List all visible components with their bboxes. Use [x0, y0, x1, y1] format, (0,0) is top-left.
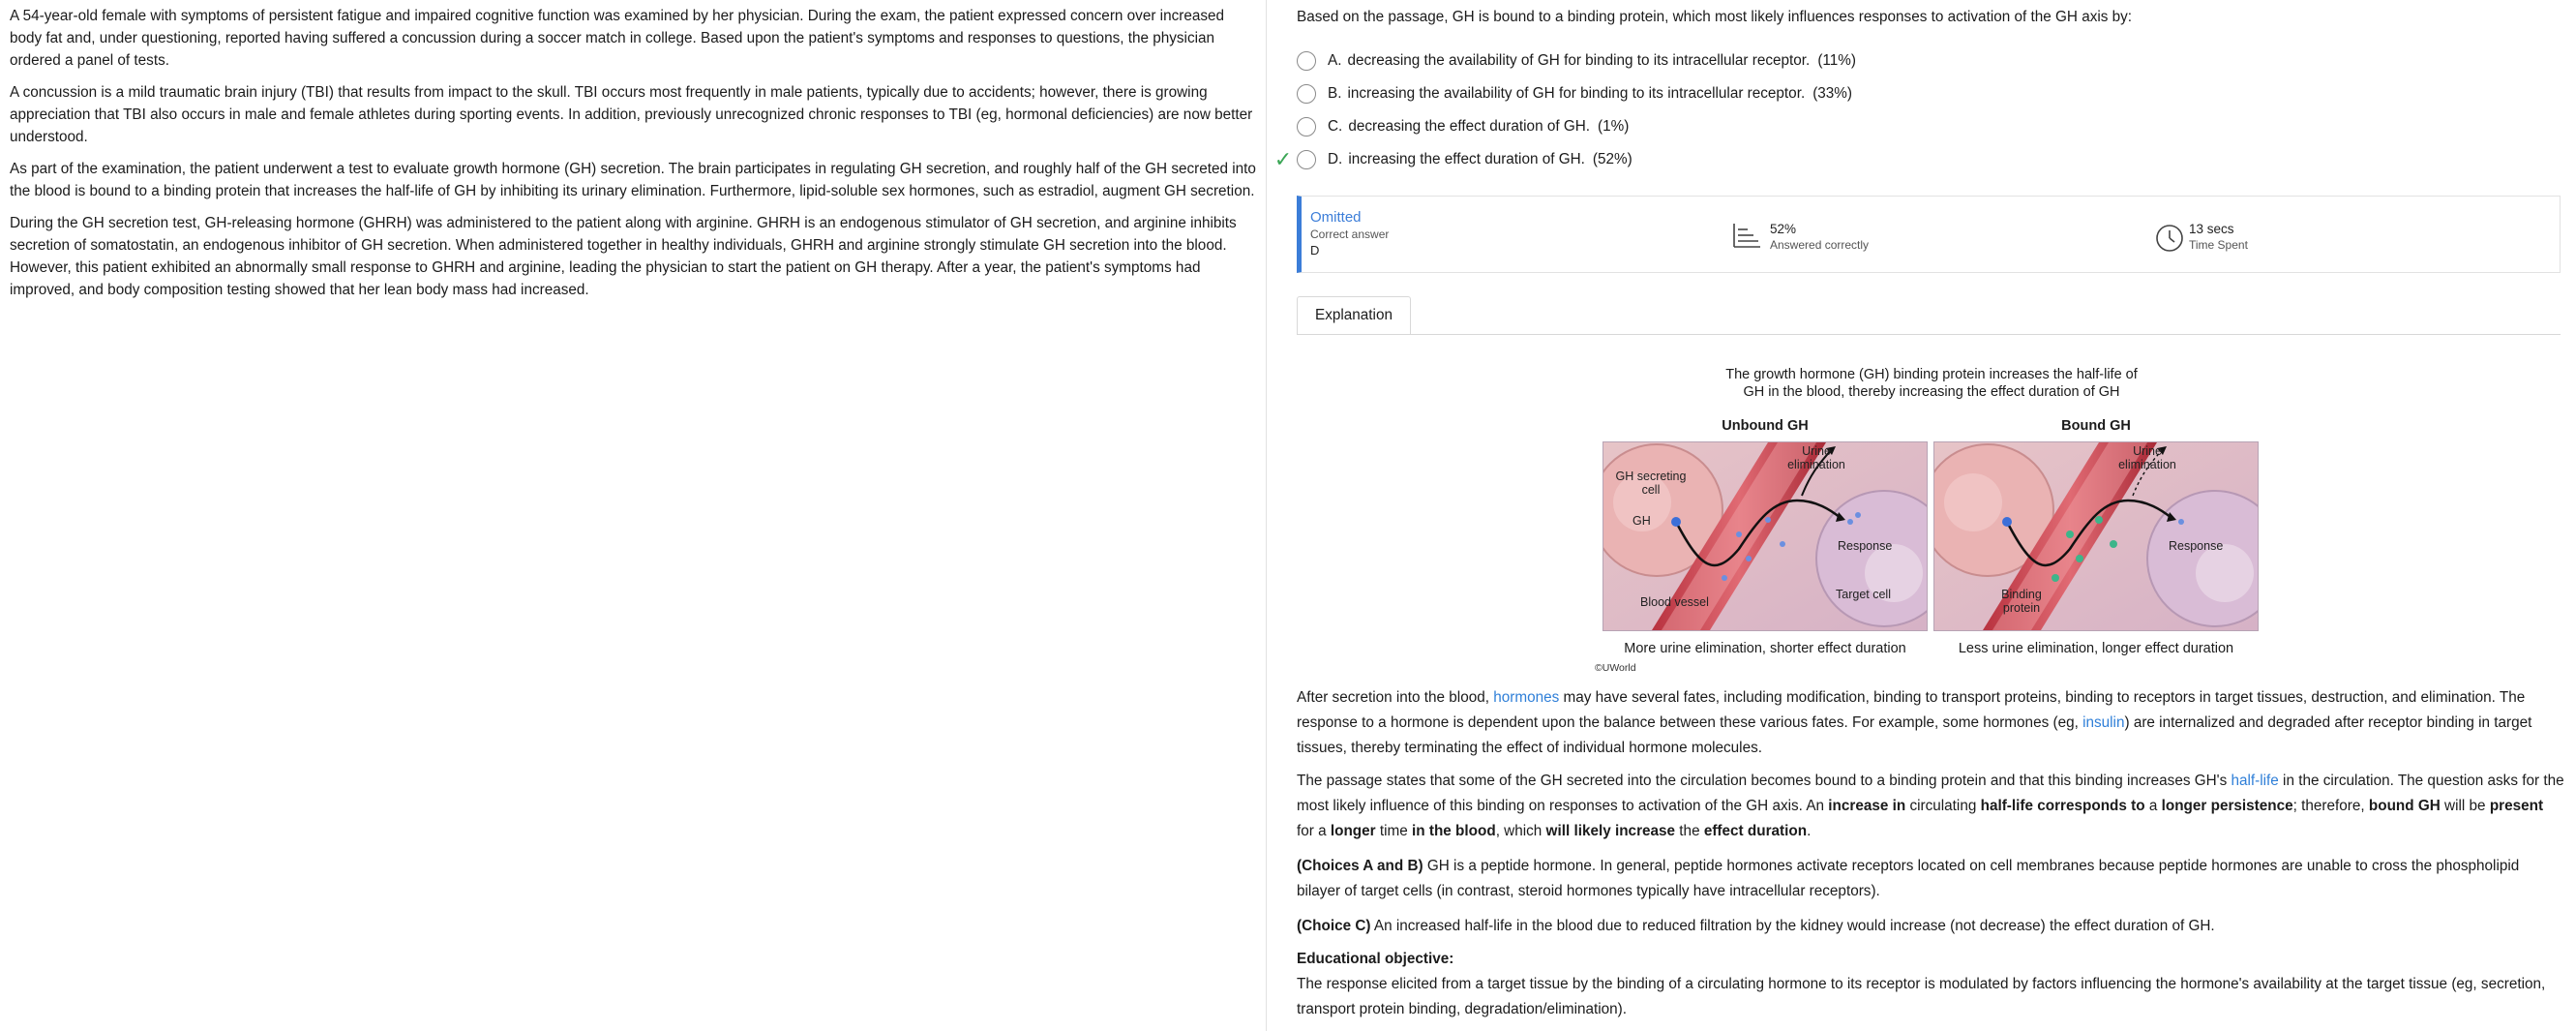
choice-d[interactable] [1272, 147, 1949, 172]
bound-caption: Less urine elimination, longer effect duration [1958, 641, 2234, 656]
passage-paragraph-2: A concussion is a mild traumatic brain injury (TBI) that results from impact to the skull. TBI occurs most frequently in male patients, typically due to accidents; however, there is growing appreciation that TBI also occurs in male and female athletes during sporting events. In addition, previously unrecognized chronic responses to TBI (eg, hormonal deficiencies) are now better understood. [10, 84, 1253, 145]
passage-pane [0, 0, 1266, 1031]
time-spent-label: Time Spent [2189, 238, 2248, 252]
radio-b[interactable] [1297, 84, 1316, 104]
bound-gh-heading: Bound GH [2061, 418, 2131, 434]
correct-answer-stat [1310, 209, 1389, 258]
choice-text: decreasing the effect duration of GH. [1348, 118, 1591, 135]
label-binding-protein: Binding protein [2001, 588, 2042, 615]
explanation-paragraph-2: The passage states that some of the GH secreted into the circulation becomes bound to a binding protein and that this binding increases GH's half-life in the circulation. The question asks for the most likely influence of this binding on responses to activation of the GH axis. An increase in circulating half-life corresponds to a longer persistence; therefore, bound GH will be present for a longer time in the blood, which will likely increase the effect duration. [1297, 773, 2564, 839]
label-target-cell: Target cell [1836, 588, 1891, 601]
choice-letter: B. [1328, 85, 1342, 102]
bound-gh-illustration [1934, 442, 2258, 630]
percent-correct-value: 52% [1770, 222, 1797, 236]
choice-percent: (33%) [1812, 85, 1853, 102]
label-urine-elimination: Urine elimination [1787, 444, 1845, 471]
link-half-life[interactable]: half-life [2231, 773, 2279, 789]
bar-chart-icon [1732, 223, 1761, 253]
choice-letter: A. [1328, 52, 1342, 69]
radio-c[interactable] [1297, 117, 1316, 136]
choice-text: increasing the availability of GH for binding to its intracellular receptor. [1347, 85, 1806, 102]
label-response: Response [1838, 539, 1893, 553]
label-blood-vessel: Blood vessel [1640, 595, 1709, 609]
unbound-caption: More urine elimination, shorter effect duration [1624, 641, 1906, 656]
unbound-gh-panel [1603, 441, 1928, 631]
choice-percent: (52%) [1592, 151, 1632, 167]
tab-explanation[interactable]: Explanation [1297, 296, 1411, 335]
bound-gh-panel [1933, 441, 2259, 631]
educational-objective [1297, 947, 2564, 1022]
pane-divider[interactable] [1266, 0, 1267, 1031]
label-gh-secreting-cell: GH secreting cell [1615, 470, 1687, 497]
passage-paragraph-4: During the GH secretion test, GH-releasing hormone (GHRH) was administered to the patient along with arginine. GHRH is an endogenous stimulator of GH secretion, and arginine inhibits secretion of somatostatin, an endogenous inhibitor of GH secretion. When administered together in healthy individuals, GHRH and arginine strongly stimulate GH secretion into the blood. However, this patient exhibited an abnormally small response to GHRH and arginine, leading the physician to start the patient on GH therapy. After a year, the patient's symptoms had improved, and body composition testing showed that her lean body mass had increased. [10, 215, 1237, 298]
explanation-choices-a-b: (Choices A and B) GH is a peptide hormone. In general, peptide hormones activate receptors located on cell membranes because peptide hormones are unable to cross the phospholipid bilayer of target cells (in contrast, steroid hormones typically have intracellular receptors). [1297, 858, 2520, 899]
explanation-figure [1595, 362, 2261, 682]
choice-letter: C. [1328, 118, 1343, 135]
percent-correct-stat [1770, 222, 1869, 252]
question-stem: Based on the passage, GH is bound to a binding protein, which most likely influences responses to activation of the GH axis by: [1297, 9, 2133, 25]
clock-icon [2155, 224, 2184, 258]
passage-paragraph-1: A 54-year-old female with symptoms of persistent fatigue and impaired cognitive function was examined by her physician. During the exam, the patient expressed concern over increased body fat and, under questioning, reported having suffered a concussion during a soccer match in college. Based upon the patient's symptoms and responses to questions, the physician ordered a panel of tests. [10, 8, 1225, 69]
label-gh: GH [1632, 514, 1651, 528]
explanation-paragraph-1: After secretion into the blood, hormones may have several fates, including modification, binding to transport proteins, binding to receptors in target tissues, destruction, and elimination. The response to a hormone is dependent upon the balance between these various fates. For example, some hormones (eg, insulin) are internalized and degraded after receptor binding in target tissues, thereby terminating the effect of individual hormone molecules. [1297, 689, 2532, 756]
correct-answer-label: Correct answer [1310, 227, 1390, 241]
radio-d[interactable] [1297, 150, 1316, 169]
unbound-gh-heading: Unbound GH [1722, 418, 1809, 434]
percent-correct-label: Answered correctly [1770, 238, 1870, 252]
choice-text: increasing the effect duration of GH. [1348, 151, 1585, 167]
choice-b[interactable] [1272, 81, 1949, 106]
choice-c[interactable] [1272, 114, 1949, 139]
link-insulin[interactable]: insulin [2082, 714, 2125, 731]
status-omitted: Omitted [1310, 209, 1362, 226]
correct-answer-value: D [1310, 243, 1320, 258]
time-spent-stat [2189, 222, 2248, 252]
result-stats-card [1297, 196, 2561, 273]
choice-percent: (1%) [1598, 118, 1630, 135]
correct-check-icon: ✓ [1273, 147, 1293, 171]
choice-letter: D. [1328, 151, 1343, 167]
passage-paragraph-3: As part of the examination, the patient underwent a test to evaluate growth hormone (GH) secretion. The brain participates in regulating GH secretion, and roughly half of the GH secreted into the blood is bound to a binding protein that increases the half-life of GH by inhibiting its urinary elimination. Furthermore, lipid-soluble sex hormones, such as estradiol, augment GH secretion. [10, 161, 1256, 199]
question-pane [1273, 0, 2564, 1031]
label-response: Response [2169, 539, 2224, 553]
educational-objective-text: The response elicited from a target tissue by the binding of a circulating hormone to its receptor is modulated by factors influencing the hormone's availability at the target tissue (eg, secretion, transport protein binding, degradation/elimination). [1297, 976, 2546, 1017]
tab-underline [1297, 334, 2561, 335]
link-hormones[interactable]: hormones [1493, 689, 1560, 706]
educational-objective-heading: Educational objective: [1297, 951, 1454, 967]
choice-a[interactable] [1272, 48, 1949, 74]
copyright-text: ©UWorld [1595, 662, 1636, 674]
explanation-choice-c: (Choice C) An increased half-life in the blood due to reduced filtration by the kidney would increase (not decrease) the effect duration of GH. [1297, 918, 2215, 934]
label-urine-elimination: Urine elimination [2118, 444, 2176, 471]
time-spent-value: 13 secs [2189, 222, 2234, 236]
choice-percent: (11%) [1817, 52, 1856, 69]
choice-text: decreasing the availability of GH for binding to its intracellular receptor. [1347, 52, 1811, 69]
figure-title: The growth hormone (GH) binding protein increases the half-life of GH in the blood, thereby increasing the effect duration of GH [1725, 367, 2138, 400]
radio-a[interactable] [1297, 51, 1316, 71]
